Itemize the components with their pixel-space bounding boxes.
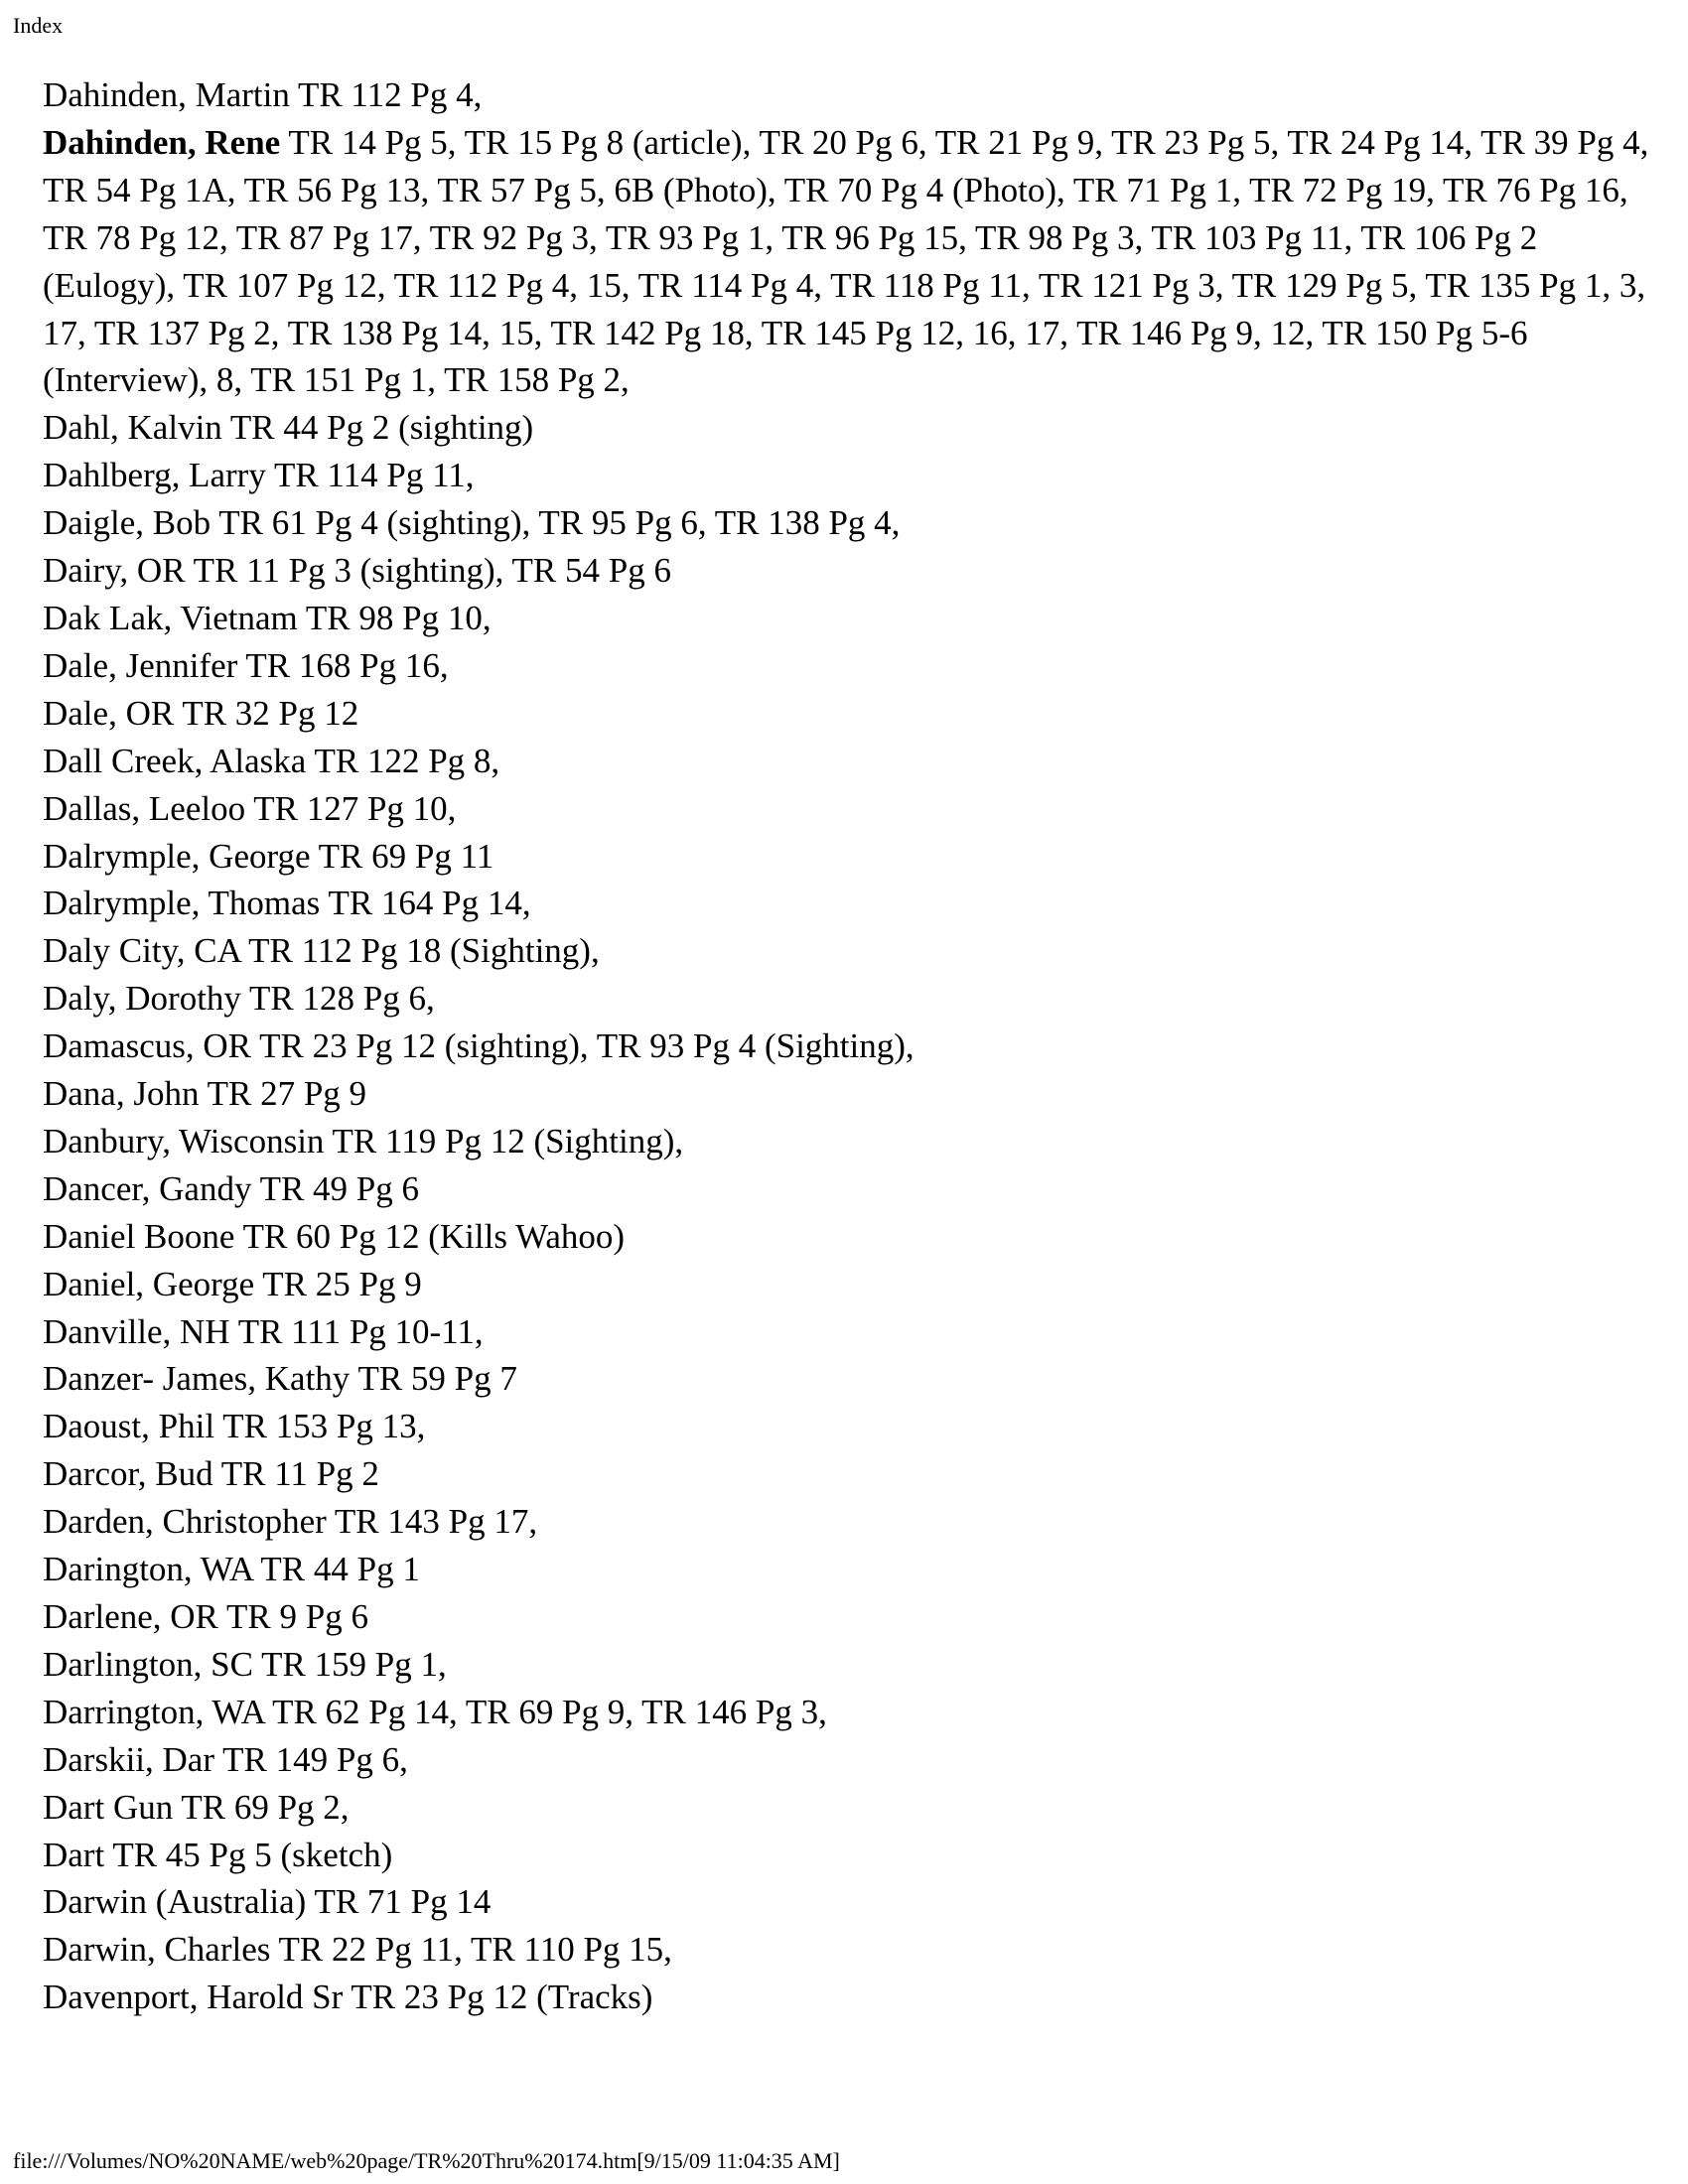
entry-name: Dana, John <box>43 1074 200 1114</box>
index-entry <box>43 1023 1656 1070</box>
index-entry <box>43 1308 1656 1356</box>
entry-name: Dahinden, Martin <box>43 75 290 114</box>
index-entry <box>43 1641 1656 1689</box>
index-entry <box>43 1593 1656 1641</box>
page-header: Index <box>13 13 64 38</box>
entry-name: Dancer, Gandy <box>43 1168 252 1208</box>
entry-name: Darlington, SC <box>43 1644 253 1684</box>
entry-name: Darington, WA <box>43 1550 253 1589</box>
entry-name: Daigle, Bob <box>43 503 211 543</box>
entry-references: TR 49 Pg 6 <box>259 1168 420 1208</box>
entry-references: TR 32 Pg 12 <box>182 693 359 733</box>
entry-name: Dallas, Leeloo <box>43 788 246 828</box>
entry-references: TR 153 Pg 13, <box>222 1407 426 1446</box>
index-entry <box>43 499 1656 547</box>
page-footer-source-path: file:///Volumes/NO%20NAME/web%20page/TR%20Thru%20174.htm[9/15/09 11:04:35 AM] <box>13 2148 840 2173</box>
entry-references: TR 127 Pg 10, <box>253 788 457 828</box>
index-entry <box>43 927 1656 975</box>
index-entry <box>43 547 1656 595</box>
entry-name: Darrington, WA <box>43 1692 264 1731</box>
entry-name: Davenport, Harold Sr <box>43 1978 344 2017</box>
index-entry <box>43 1689 1656 1736</box>
entry-references: TR 60 Pg 12 (Kills Wahoo) <box>242 1216 626 1256</box>
entry-name: Darskii, Dar <box>43 1739 215 1779</box>
entry-name: Darden, Christopher <box>43 1502 327 1542</box>
entry-name: Dak Lak, Vietnam <box>43 598 298 637</box>
entry-references: TR 71 Pg 14 <box>314 1882 492 1922</box>
index-entry <box>43 119 1656 404</box>
entry-references: TR 69 Pg 11 <box>318 836 494 876</box>
entry-references: TR 122 Pg 8, <box>314 741 500 780</box>
index-entry <box>43 1736 1656 1784</box>
entry-references: TR 23 Pg 12 (Tracks) <box>351 1978 653 2017</box>
entry-name: Dart Gun <box>43 1787 174 1827</box>
entry-name: Danville, NH <box>43 1311 230 1351</box>
entry-references: TR 27 Pg 9 <box>207 1074 367 1114</box>
entry-name: Daly City, CA <box>43 931 240 971</box>
entry-references: TR 61 Pg 4 (sighting), TR 95 Pg 6, TR 138 Pg 4, <box>218 503 901 543</box>
entry-references: TR 59 Pg 7 <box>357 1359 517 1399</box>
entry-name: Dalrymple, George <box>43 836 311 876</box>
entry-name: Daly, Dorothy <box>43 979 241 1019</box>
entry-references: TR 159 Pg 1, <box>261 1644 447 1684</box>
index-entry <box>43 833 1656 881</box>
index-entry <box>43 452 1656 499</box>
entry-name: Dalrymple, Thomas <box>43 884 321 923</box>
entry-name: Darlene, OR <box>43 1597 218 1636</box>
entry-references: TR 44 Pg 1 <box>260 1550 420 1589</box>
entry-references: TR 45 Pg 5 (sketch) <box>112 1835 393 1874</box>
entry-references: TR 98 Pg 10, <box>305 598 492 637</box>
entry-name: Dall Creek, Alaska <box>43 741 307 780</box>
index-entry <box>43 1261 1656 1308</box>
index-entry <box>43 1832 1656 1879</box>
index-entry <box>43 1974 1656 2021</box>
entry-references: TR 9 Pg 6 <box>226 1597 368 1636</box>
index-entry <box>43 1355 1656 1403</box>
entry-name: Danbury, Wisconsin <box>43 1121 325 1160</box>
entry-references: TR 112 Pg 18 (Sighting), <box>248 931 600 971</box>
entry-references: TR 143 Pg 17, <box>334 1502 538 1542</box>
entry-references: TR 149 Pg 6, <box>222 1739 408 1779</box>
entry-name: Daoust, Phil <box>43 1407 215 1446</box>
index-entry <box>43 1926 1656 1974</box>
index-entry <box>43 1878 1656 1926</box>
entry-references: TR 112 Pg 4, <box>297 75 483 114</box>
entry-name: Dahlberg, Larry <box>43 456 266 495</box>
entry-references: TR 25 Pg 9 <box>262 1264 422 1303</box>
entry-name: Damascus, OR <box>43 1026 251 1066</box>
entry-references: TR 11 Pg 2 <box>220 1454 379 1494</box>
entry-name: Dairy, OR <box>43 551 186 591</box>
index-entry <box>43 785 1656 833</box>
entry-references: TR 22 Pg 11, TR 110 Pg 15, <box>278 1930 672 1970</box>
index-entry <box>43 404 1656 452</box>
entry-references: TR 14 Pg 5, TR 15 Pg 8 (article), TR 20 Pg 6, TR 21 Pg 9, TR 23 Pg 5, TR 24 Pg 14, TR 39 Pg 4, TR 54 Pg 1A, TR 56 Pg 13, TR 57 Pg 5, 6B (Photo), TR 70 Pg 4 (Photo), TR 71 Pg 1, TR 72 Pg 19, TR 76 Pg 16, TR 78 Pg 12, TR 87 Pg 17, TR 92 Pg 3, TR 93 Pg 1, TR 96 Pg 15, TR 98 Pg 3, TR 103 Pg 11, TR 106 Pg 2 (Eulogy), TR 107 Pg 12, TR 112 Pg 4, 15, TR 114 Pg 4, TR 118 Pg 11, TR 121 Pg 3, TR 129 Pg 5, TR 135 Pg 1, 3, 17, TR 137 Pg 2, TR 138 Pg 14, 15, TR 142 Pg 18, TR 145 Pg 12, 16, 17, TR 146 Pg 9, 12, TR 150 Pg 5-6 (Interview), 8, TR 151 Pg 1, TR 158 Pg 2, <box>43 122 1649 400</box>
entry-name: Danzer- James, Kathy <box>43 1359 351 1399</box>
index-entry <box>43 1784 1656 1832</box>
entry-references: TR 128 Pg 6, <box>249 979 435 1019</box>
entry-references: TR 168 Pg 16, <box>245 645 449 685</box>
index-entry <box>43 1070 1656 1118</box>
index-entry <box>43 71 1656 119</box>
entry-name: Daniel, George <box>43 1264 255 1303</box>
index-entry <box>43 642 1656 690</box>
entry-name: Darcor, Bud <box>43 1454 213 1494</box>
entry-name: Darwin (Australia) <box>43 1882 307 1922</box>
index-entry <box>43 1403 1656 1450</box>
index-entry <box>43 880 1656 927</box>
entry-name: Darwin, Charles <box>43 1930 271 1970</box>
entry-name: Daniel Boone <box>43 1216 235 1256</box>
index-entry <box>43 738 1656 785</box>
entry-references: TR 114 Pg 11, <box>273 456 475 495</box>
index-entry <box>43 1546 1656 1593</box>
entry-references: TR 62 Pg 14, TR 69 Pg 9, TR 146 Pg 3, <box>272 1692 827 1731</box>
entry-references: TR 111 Pg 10-11, <box>237 1311 484 1351</box>
index-entry <box>43 1165 1656 1213</box>
entry-references: TR 119 Pg 12 (Sighting), <box>332 1121 684 1160</box>
index-entry <box>43 690 1656 738</box>
entry-name: Dahl, Kalvin <box>43 408 222 448</box>
entry-references: TR 44 Pg 2 (sighting) <box>229 408 534 448</box>
entry-name: Dale, Jennifer <box>43 645 238 685</box>
entry-references: TR 11 Pg 3 (sighting), TR 54 Pg 6 <box>193 551 671 591</box>
index-entry <box>43 595 1656 642</box>
entry-references: TR 164 Pg 14, <box>328 884 531 923</box>
index-entry <box>43 1213 1656 1261</box>
entry-name: Dale, OR <box>43 693 175 733</box>
index-entry <box>43 1118 1656 1165</box>
index-entry <box>43 1498 1656 1546</box>
entry-references: TR 69 Pg 2, <box>181 1787 350 1827</box>
index-entry <box>43 975 1656 1023</box>
entry-name: Dart <box>43 1835 105 1874</box>
entry-name: Dahinden, Rene <box>43 122 281 162</box>
index-entry <box>43 1450 1656 1498</box>
entry-references: TR 23 Pg 12 (sighting), TR 93 Pg 4 (Sighting), <box>259 1026 914 1066</box>
index-list <box>43 71 1656 2021</box>
